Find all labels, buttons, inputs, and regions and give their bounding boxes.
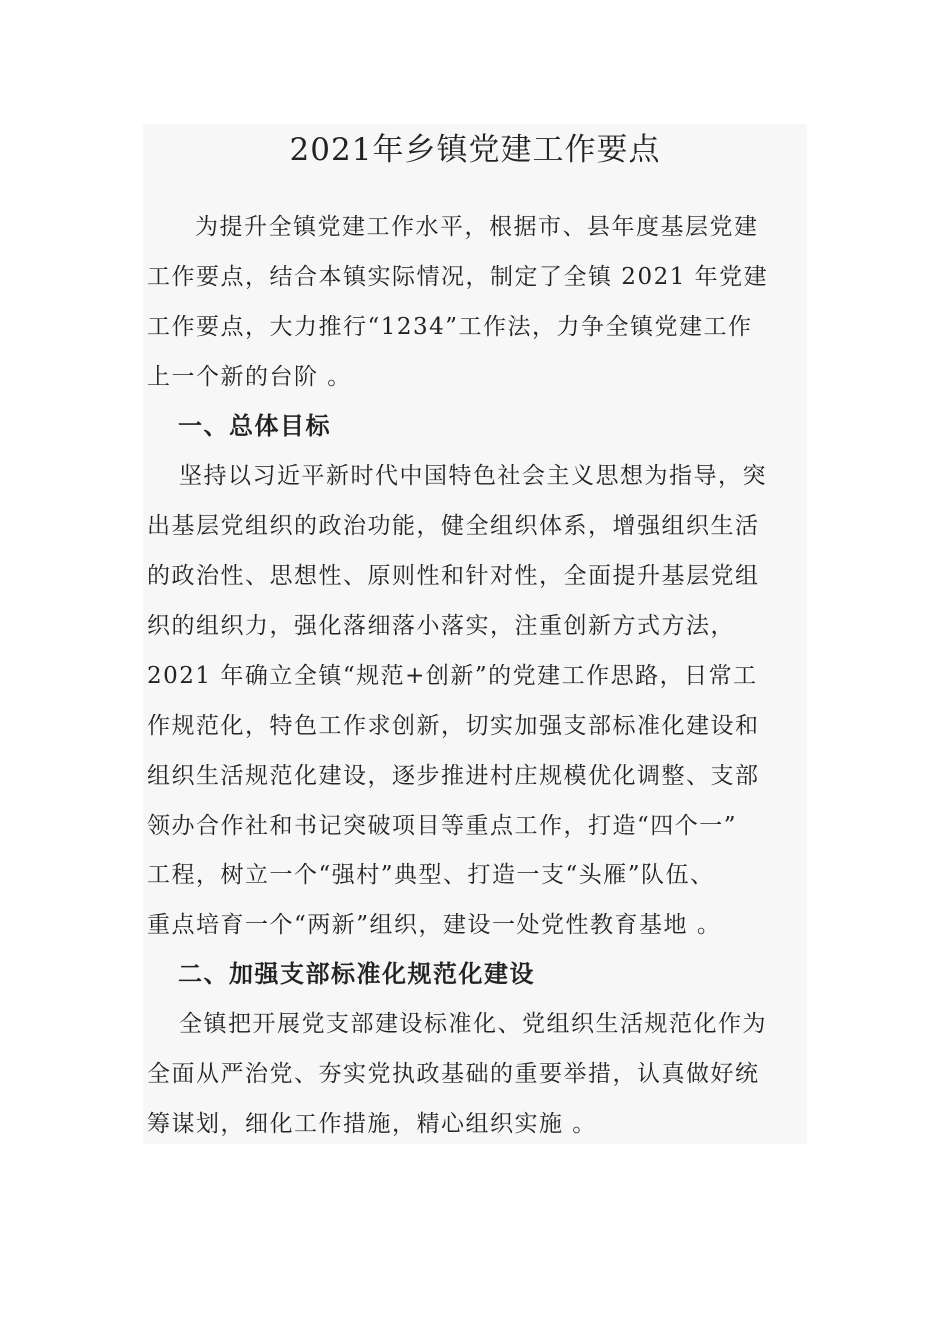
document-title: 2021年乡镇党建工作要点 [289,132,661,168]
paragraph-line: 工作要点，结合本镇实际情况，制定了全镇 2021 年党建 [147,264,769,290]
paragraph-line: 2021 年确立全镇“规范+创新”的党建工作思路，日常工 [147,663,758,689]
paragraph-line: 组织生活规范化建设，逐步推进村庄规模优化调整、支部 [147,763,760,789]
paragraph-line: 为提升全镇党建工作水平，根据市、县年度基层党建 [195,214,759,240]
paragraph-line: 上一个新的台阶 。 [147,364,352,390]
section-heading: 一、总体目标 [178,412,331,440]
section-heading: 二、加强支部标准化规范化建设 [178,960,535,988]
paragraph-line: 筹谋划，细化工作措施，精心组织实施 。 [147,1111,597,1137]
paragraph-line: 作规范化，特色工作求创新，切实加强支部标准化建设和 [147,713,760,739]
paragraph-line: 工作要点，大力推行“1234”工作法，力争全镇党建工作 [147,314,753,340]
paragraph-line: 坚持以习近平新时代中国特色社会主义思想为指导，突 [179,463,767,489]
paragraph-line: 工程，树立一个“强村”典型、打造一支“头雁”队伍、 [147,862,715,888]
paragraph-line: 出基层党组织的政治功能，健全组织体系，增强组织生活 [147,513,760,539]
paragraph-line: 全面从严治党、夯实党执政基础的重要举措，认真做好统 [147,1061,760,1087]
paragraph-line: 全镇把开展党支部建设标准化、党组织生活规范化作为 [179,1011,767,1037]
paragraph-line: 重点培育一个“两新”组织，建设一处党性教育基地 。 [147,912,722,938]
paragraph-line: 领办合作社和书记突破项目等重点工作，打造“四个一” [147,813,738,839]
paragraph-line: 织的组织力，强化落细落小落实，注重创新方式方法， [147,613,735,639]
paragraph-line: 的政治性、思想性、原则性和针对性，全面提升基层党组 [147,563,760,589]
